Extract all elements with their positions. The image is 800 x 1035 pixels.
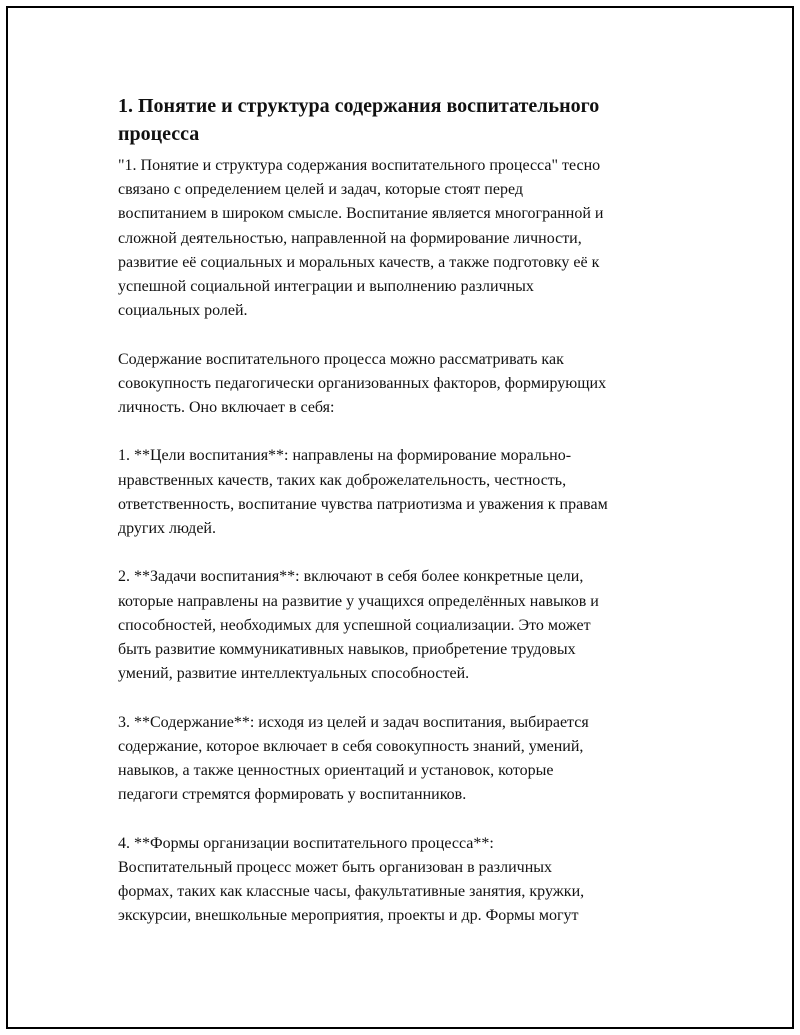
- text-line: нравственных качеств, таких как доброжелательность, честность,: [118, 471, 567, 489]
- text-line: умений, развитие интеллектуальных способностей.: [118, 665, 470, 683]
- text-line: личность. Оно включает в себя:: [118, 399, 335, 417]
- text-line: развитие её социальных и моральных качеств, а также подготовку её к: [118, 253, 600, 271]
- title-line: 1. Понятие и структура содержания воспитательного: [118, 95, 600, 117]
- text-line: ответственность, воспитание чувства патриотизма и уважения к правам: [118, 495, 608, 513]
- text-line: навыков, а также ценностных ориентаций и установок, которые: [118, 762, 554, 780]
- text-line: социальных ролей.: [118, 302, 248, 320]
- text-line: Содержание воспитательного процесса можно рассматривать как: [118, 350, 564, 368]
- text-line: 2. **Задачи воспитания**: включают в себя более конкретные цели,: [118, 568, 584, 586]
- text-line: содержание, которое включает в себя совокупность знаний, умений,: [118, 737, 584, 755]
- list-item-goals: [118, 444, 698, 541]
- text-line: "1. Понятие и структура содержания воспитательного процесса" тесно: [118, 157, 601, 174]
- text-line: экскурсии, внешкольные мероприятия, проекты и др. Формы могут: [118, 907, 579, 925]
- text-line: Воспитательный процесс может быть организован в различных: [118, 858, 552, 876]
- document-title: [118, 92, 698, 148]
- text-line: способностей, необходимых для успешной социализации. Это может: [118, 616, 591, 634]
- text-line: сложной деятельностью, направленной на формирование личности,: [118, 229, 582, 247]
- text-line: других людей.: [118, 520, 216, 538]
- list-item-forms: [118, 832, 698, 929]
- document-body: [118, 92, 698, 953]
- text-line: формах, таких как классные часы, факультативные занятия, кружки,: [118, 883, 585, 901]
- title-line: процесса: [118, 123, 200, 145]
- paragraph-intro: [118, 154, 698, 323]
- text-line: которые направлены на развитие у учащихся определённых навыков и: [118, 592, 599, 610]
- text-line: успешной социальной интеграции и выполнению различных: [118, 278, 534, 296]
- text-line: воспитанием в широком смысле. Воспитание является многогранной и: [118, 205, 604, 223]
- text-line: 3. **Содержание**: исходя из целей и задач воспитания, выбирается: [118, 713, 589, 731]
- list-item-content: [118, 711, 698, 808]
- text-line: совокупность педагогически организованных факторов, формирующих: [118, 374, 607, 392]
- paragraph-content-overview: [118, 348, 698, 421]
- text-line: 1. **Цели воспитания**: направлены на формирование морально-: [118, 447, 572, 465]
- text-line: педагоги стремятся формировать у воспитанников.: [118, 786, 467, 804]
- list-item-tasks: [118, 565, 698, 686]
- text-line: быть развитие коммуникативных навыков, приобретение трудовых: [118, 641, 576, 659]
- text-line: связано с определением целей и задач, которые стоят перед: [118, 181, 523, 199]
- text-line: 4. **Формы организации воспитательного процесса**:: [118, 834, 494, 852]
